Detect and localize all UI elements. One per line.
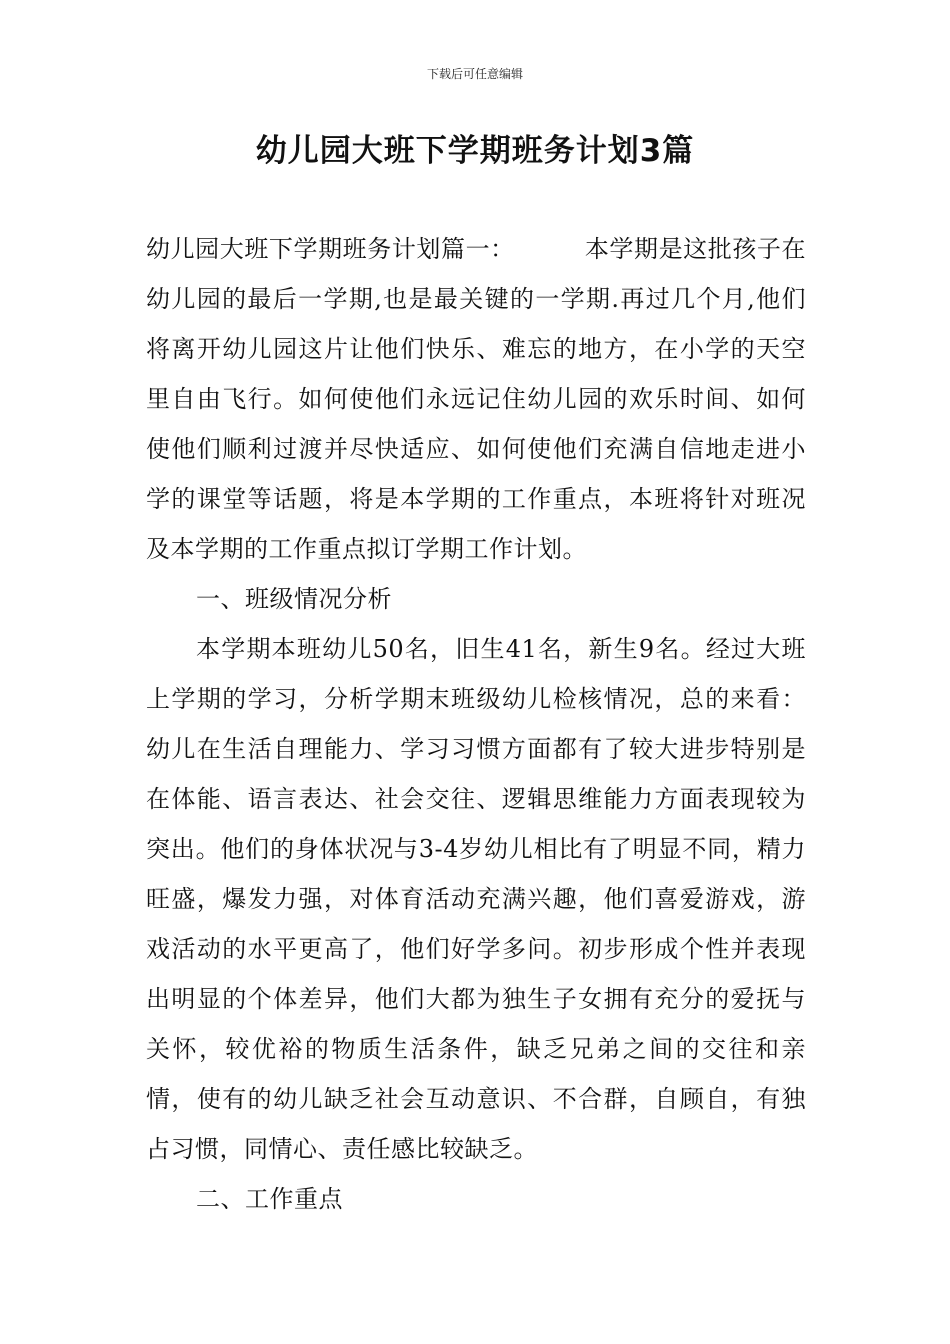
intro-text: 本学期是这批孩子在幼儿园的最后一学期,也是最关键的一学期.再过几个月,他们将离开幼儿园这片让他们快乐、难忘的地方，在小学的天空里自由飞行。如何使他们永远记住幼儿园的欢乐时间、如何使他们顺利过渡并尽快适应、如何使他们充满自信地走进小学的课堂等话题，将是本学期的工作重点，本班将针对班况及本学期的工作重点拟订学期工作计划。 <box>146 235 806 563</box>
section-heading-work-focus: 二、工作重点 <box>196 1185 343 1213</box>
class-analysis-paragraph: 本学期本班幼儿50名，旧生41名，新生9名。经过大班上学期的学习，分析学期末班级幼儿检核情况，总的来看：幼儿在生活自理能力、学习习惯方面都有了较大进步特别是在体能、语言表达、社会交往、逻辑思维能力方面表现较为突出。他们的身体状况与3-4岁幼儿相比有了明显不同，精力旺盛，爆发力强，对体育活动充满兴趣，他们喜爱游戏，游戏活动的水平更高了，他们好学多问。初步形成个性并表现出明显的个体差异，他们大都为独生子女拥有充分的爱抚与关怀，较优裕的物质生活条件，缺乏兄弟之间的交往和亲情，使有的幼儿缺乏社会互动意识、不合群，自顾自，有独占习惯，同情心、责任感比较缺乏。 <box>146 635 806 1163</box>
header-note: 下载后可任意编辑 <box>426 67 523 81</box>
intro-paragraph <box>146 224 806 574</box>
intro-label: 幼儿园大班下学期班务计划篇一： <box>146 235 515 263</box>
document-title: 幼儿园大班下学期班务计划3篇 <box>255 133 695 169</box>
section-heading-class-analysis: 一、班级情况分析 <box>196 585 392 613</box>
document-body <box>146 224 806 1224</box>
